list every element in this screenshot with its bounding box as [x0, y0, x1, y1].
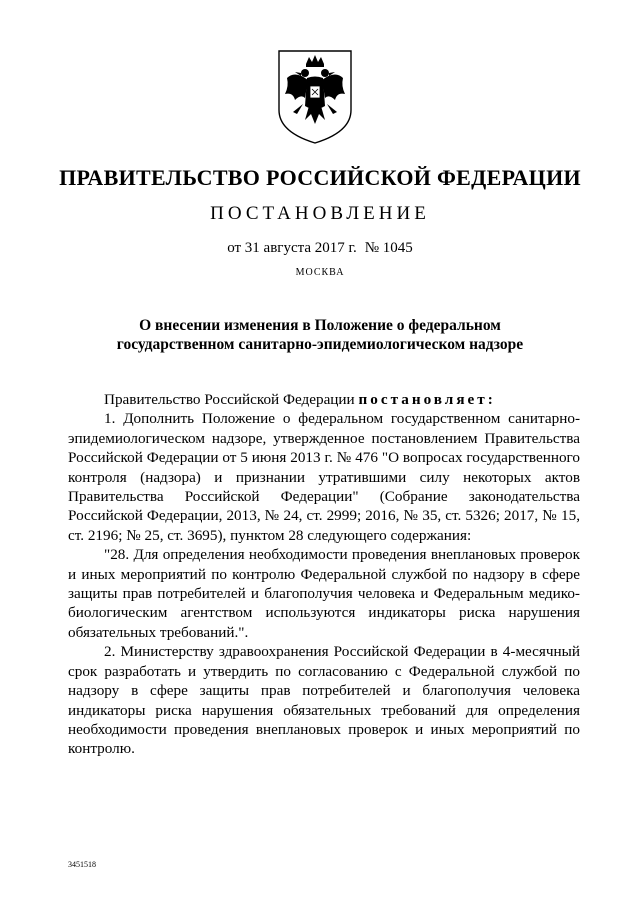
- paragraph-1: 1. Дополнить Положение о федеральном государственном санитарно-эпидемиологическом надзоре, утвержденное постановлением Правительства Российской Федерации от 5 июня 2013 г. № 476 "О вопросах государственного контроля (надзора) и признании утратившими силу некоторых актов Правительства Российской Федерации" (Собрание законодательства Российской Федерации, 2013, № 24, ст. 2999; 2016, № 35, ст. 5326; 2017, № 15, ст. 2196; № 25, ст. 3695), пунктом 28 следующего содержания:: [68, 410, 580, 544]
- subject-line-1: О внесении изменения в Положение о федеральном: [139, 317, 501, 334]
- russian-coat-of-arms-icon: [275, 48, 355, 146]
- paragraph-quote: "28. Для определения необходимости проведения внеплановых проверок и иных мероприятий по контролю Федеральной службой по надзору в сфере защиты прав потребителей и благополучия человека и Федеральным медико-биологическим агентством используются индикаторы риска нарушения обязательных требований.".: [68, 546, 580, 641]
- document-date-line: [0, 240, 640, 257]
- document-city: МОСКВА: [295, 267, 345, 278]
- government-title: ПРАВИТЕЛЬСТВО РОССИЙСКОЙ ФЕДЕРАЦИИ: [59, 165, 581, 190]
- document-type: ПОСТАНОВЛЕНИЕ: [210, 203, 430, 224]
- preamble-text: Правительство Российской Федерации: [104, 391, 359, 408]
- document-date: от 31 августа 2017 г.: [227, 240, 357, 256]
- document-code: 3451518: [68, 860, 96, 869]
- document-subject: [0, 316, 640, 354]
- paragraph-2: 2. Министерству здравоохранения Российской Федерации в 4-месячный срок разработать и утвердить по согласованию с Федеральной службой по надзору в сфере защиты прав потребителей и благополучия человека индикаторы риска нарушения обязательных требований для определения необходимости проведения внеплановых проверок и иных мероприятий по контролю.: [68, 643, 580, 758]
- preamble-decree-word: постановляет:: [358, 391, 496, 408]
- subject-line-2: государственном санитарно-эпидемиологическом надзоре: [116, 336, 524, 353]
- document-number: № 1045: [364, 240, 413, 256]
- preamble: [68, 390, 580, 409]
- document-body: [68, 390, 580, 759]
